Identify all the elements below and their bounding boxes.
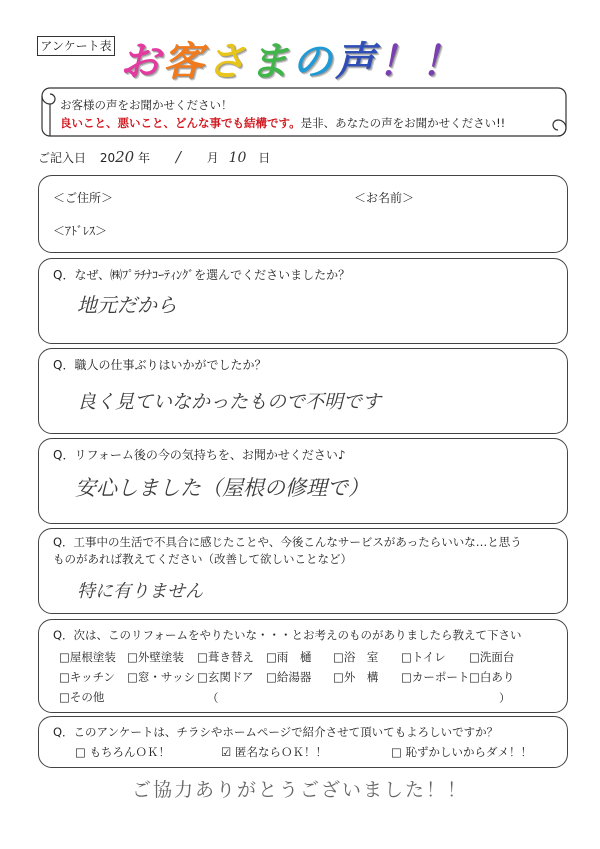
reform-option-checkbox[interactable]: □葺き替え [197,650,254,664]
month-handwritten[interactable]: / [175,148,181,166]
publish-question: Q．このアンケートは、チラシやホームページで紹介させて頂いてもよろしいですか？ [53,725,499,739]
intro-line-1: お客様の声をお聞かせください！ [60,98,233,112]
page-title [120,30,464,87]
publish-box [38,716,568,768]
question-box-4 [38,528,568,614]
reform-option-checkbox[interactable]: □雨 樋 [266,650,312,664]
date-label: ご記入日 [38,151,87,165]
reform-option-checkbox[interactable]: □白あり [469,670,515,684]
reform-option-checkbox[interactable]: □トイレ [401,650,446,664]
day-unit: 日 [258,151,271,165]
question-box-3 [38,438,568,524]
answer-3[interactable]: 安心しました（屋根の修理で） [75,476,369,500]
reform-question: Q．次は、このリフォームをやりたいな・・・とお考えのものがありましたら教えて下さい [53,628,522,642]
name-label: ＜お名前＞ [354,191,415,205]
question-4: Q．工事中の生活で不具合に感じたことや、今後こんなサービスがあったらいいな…と思う [53,535,522,549]
title-char: ！ [421,39,464,85]
thanks-message: ご協力ありがとうございました！！ [131,779,468,801]
question-2: Q．職人の仕事ぶりはいかがでしたか？ [53,358,267,372]
year-handwritten[interactable]: 20 [115,148,135,166]
question-box-2 [38,348,568,434]
publish-option-checkbox[interactable]: ☑ 匿名ならＯＫ！！ [221,745,327,759]
reform-option-checkbox[interactable]: □屋根塗装 [59,650,116,664]
reform-option-checkbox[interactable]: □カーポート [401,670,470,684]
reform-option-checkbox[interactable]: □キッチン [59,670,116,684]
title-char: ま [249,39,292,85]
question-1: Q．なぜ、㈱ﾌﾟﾗﾁﾅｺｰﾃｨﾝｸﾞを選んでくださいましたか？ [53,268,351,282]
reform-option-checkbox[interactable]: □玄関ドア [197,670,254,684]
customer-info-box [38,175,568,253]
address-label: ＜ご住所＞ [53,191,114,205]
day-handwritten[interactable]: 10 [228,150,247,166]
month-unit: 月 [206,151,219,165]
intro-highlight: 良いこと、悪いこと、どんな事でも結構です。 [60,116,301,130]
reform-option-checkbox[interactable]: □洗面台 [469,650,515,664]
answer-1[interactable]: 地元だから [77,293,177,317]
question-4-line-2: ものがあれば教えてください（改善して欲しいことなど） [53,552,352,566]
intro-text [60,96,505,132]
question-3: Q．リフォーム後の今の気持ちを、お聞かせください♪ [53,448,346,462]
title-char: ！ [378,39,421,85]
email-label: ＜ｱﾄﾞﾚｽ＞ [53,224,108,238]
other-paren-close: ） [499,691,511,705]
title-char: さ [206,39,249,85]
answer-4[interactable]: 特に有りません [77,581,203,602]
date-line [38,148,270,166]
intro-line-2: 是非、あなたの声をお聞かせください!! [300,116,506,130]
reform-option-checkbox[interactable]: □外壁塗装 [127,650,184,664]
title-char: お [120,39,163,85]
year-prefix: 20 [99,151,116,165]
answer-2[interactable]: 良く見ていなかったもので不明です [77,391,382,413]
other-paren-open: （ [207,691,219,705]
title-char: 声 [335,39,378,85]
reform-option-checkbox[interactable]: □その他 [59,690,105,704]
reform-option-checkbox[interactable]: □窓・サッシ [127,670,196,684]
title-char: 客 [163,39,206,85]
publish-option-checkbox[interactable]: □ 恥ずかしいからダメ！！ [391,745,533,759]
reform-option-checkbox[interactable]: □浴 室 [333,650,379,664]
question-box-1 [38,258,568,344]
reform-option-checkbox[interactable]: □給湯器 [266,670,312,684]
survey-tag: アンケート表 [37,36,115,56]
reform-box [38,619,568,713]
title-char: の [292,39,335,85]
publish-option-checkbox[interactable]: □ もちろんＯＫ！ [75,745,171,759]
reform-option-checkbox[interactable]: □外 構 [333,670,379,684]
year-unit: 年 [138,151,151,165]
